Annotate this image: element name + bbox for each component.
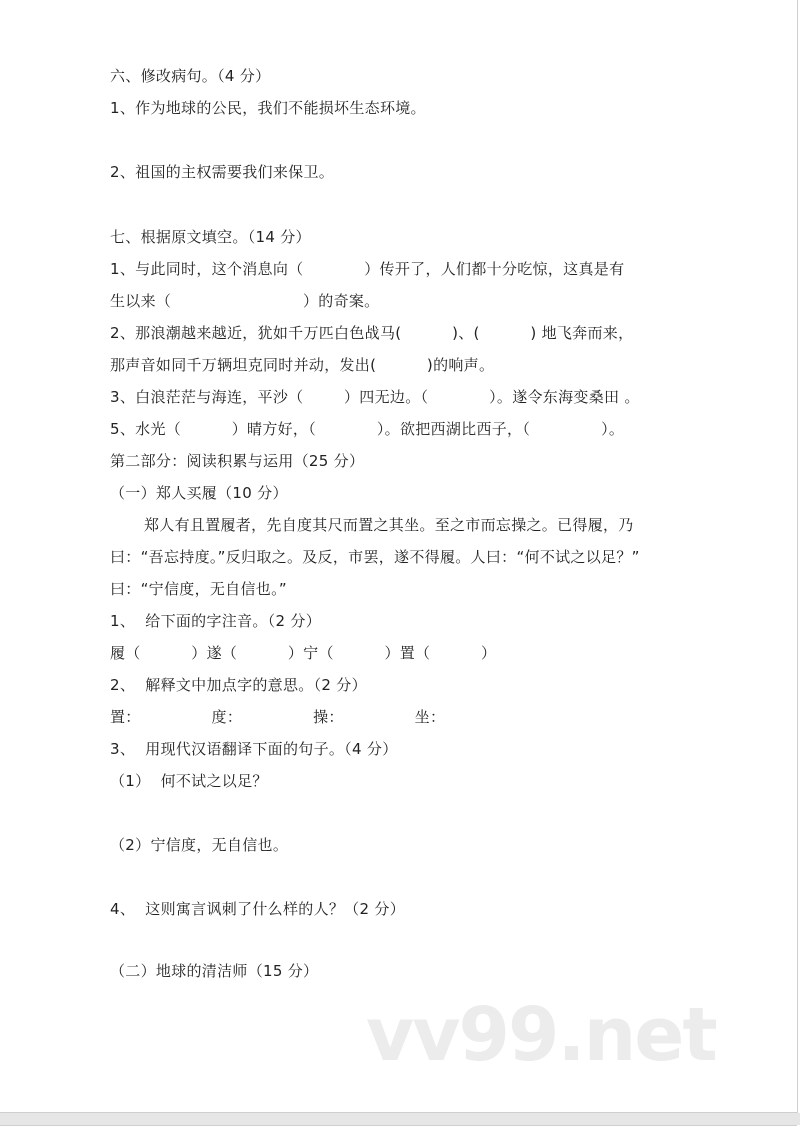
question-line: 5、水光（ ）晴方好，（ ）。欲把西湖比西子，（ ）。 [110,420,625,438]
passage-line: 郑人有且置履者，先自度其尺而置之其坐。至之市而忘操之。已得履，乃 [144,516,634,534]
question-line: 3、 用现代汉语翻译下面的句子。（4 分） [110,740,398,758]
passage-line: 曰：“吾忘持度。”反归取之。及反，市罢，遂不得履。人曰：“何不试之以足？” [110,548,640,566]
question-line: 1、与此同时，这个消息向（ ）传开了，人们都十分吃惊，这真是有 [110,260,625,278]
question-line: 1、作为地球的公民，我们不能损坏生态环境。 [110,99,426,117]
question-line: 4、 这则寓言讽刺了什么样的人？（2 分） [110,900,405,918]
page-gap [0,1113,800,1125]
subsection-heading: （二）地球的清洁师（15 分） [110,962,319,980]
part-heading: 第二部分：阅读积累与运用（25 分） [110,452,365,470]
question-line: 那声音如同千万辆坦克同时并动，发出( )的响声。 [110,356,495,374]
question-line: 1、 给下面的字注音。（2 分） [110,612,321,630]
section-heading: 七、根据原文填空。（14 分） [110,228,311,246]
question-line: 生以来（ ）的奇案。 [110,292,380,310]
subsection-heading: （一）郑人买履（10 分） [110,484,288,502]
question-line: 2、 解释文中加点字的意思。（2 分） [110,676,367,694]
question-line: （1） 何不试之以足？ [110,772,268,790]
watermark: vv99.net [366,992,716,1078]
question-line: 2、那浪潮越来越近，犹如千万匹白色战马( )、( ) 地飞奔而来， [110,324,634,342]
question-line: 置： 度： 操： 坐： [110,708,446,726]
question-line: 履（ ）遂（ ）宁（ ）置（ ） [110,644,497,662]
passage-line: 曰：“宁信度，无自信也。” [110,580,287,598]
section-heading: 六、修改病句。（4 分） [110,67,271,85]
question-line: （2）宁信度，无自信也。 [110,836,289,854]
next-page [0,1125,797,1146]
question-line: 2、祖国的主权需要我们来保卫。 [110,163,335,181]
question-line: 3、白浪茫茫与海连，平沙（ ）四无边。（ ）。遂令东海变桑田 。 [110,388,640,406]
